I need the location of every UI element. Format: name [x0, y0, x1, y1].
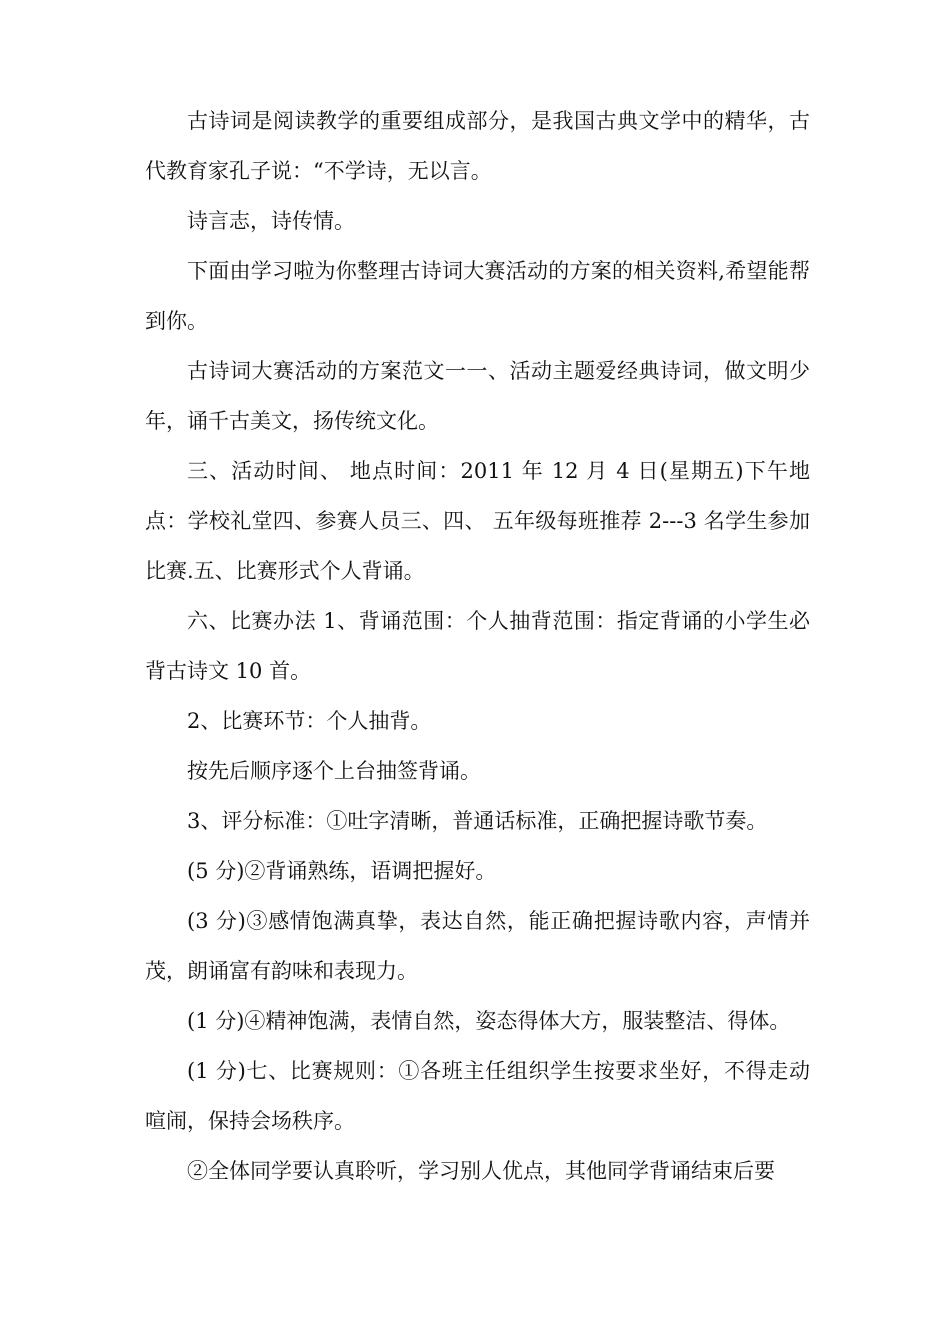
paragraph-listen: ②全体同学要认真聆听，学习别人优点，其他同学背诵结束后要 [187, 1159, 775, 1183]
paragraph-competition-method: 六、比赛办法 1、背诵范围：个人抽背范围：指定背诵的小学生必背古诗文 10 首。 [145, 609, 810, 683]
paragraph-score-1-appearance: (1 分)④精神饱满，表情自然，姿态得体大方，服装整洁、得体。 [187, 1009, 791, 1033]
paragraph-score-3: (3 分)③感情饱满真挚，表达自然，能正确把握诗歌内容，声情并茂，朗诵富有韵味和表现力。 [145, 909, 810, 983]
paragraph-scoring-standard: 3、评分标准：①吐字清晰，普通话标准，正确把握诗歌节奏。 [187, 809, 768, 833]
paragraph-order: 按先后顺序逐个上台抽签背诵。 [187, 759, 481, 783]
paragraph-time-place: 三、活动时间、 地点时间：2011 年 12 月 4 日(星期五)下午地点：学校礼堂四、参赛人员三、四、 五年级每班推荐 2---3 名学生参加比赛.五、比赛形式个人背诵。 [145, 459, 810, 583]
paragraph-score-5: (5 分)②背诵熟练，语调把握好。 [187, 859, 497, 883]
paragraph-intro: 古诗词是阅读教学的重要组成部分，是我国古典文学中的精华，古代教育家孔子说：“不学诗，无以言。 [145, 109, 810, 183]
paragraph-activity-theme: 古诗词大赛活动的方案范文一一、活动主题爱经典诗词，做文明少年，诵千古美文，扬传统文化。 [145, 359, 810, 433]
paragraph-competition-stage: 2、比赛环节：个人抽背。 [187, 709, 432, 733]
paragraph-poetry-expresses: 诗言志，诗传情。 [187, 209, 355, 233]
paragraph-compiled-by: 下面由学习啦为你整理古诗词大赛活动的方案的相关资料,希望能帮到你。 [145, 259, 810, 333]
paragraph-rules: (1 分)七、比赛规则：①各班主任组织学生按要求坐好，不得走动喧闹，保持会场秩序。 [145, 1059, 810, 1133]
document-body [145, 96, 810, 1196]
